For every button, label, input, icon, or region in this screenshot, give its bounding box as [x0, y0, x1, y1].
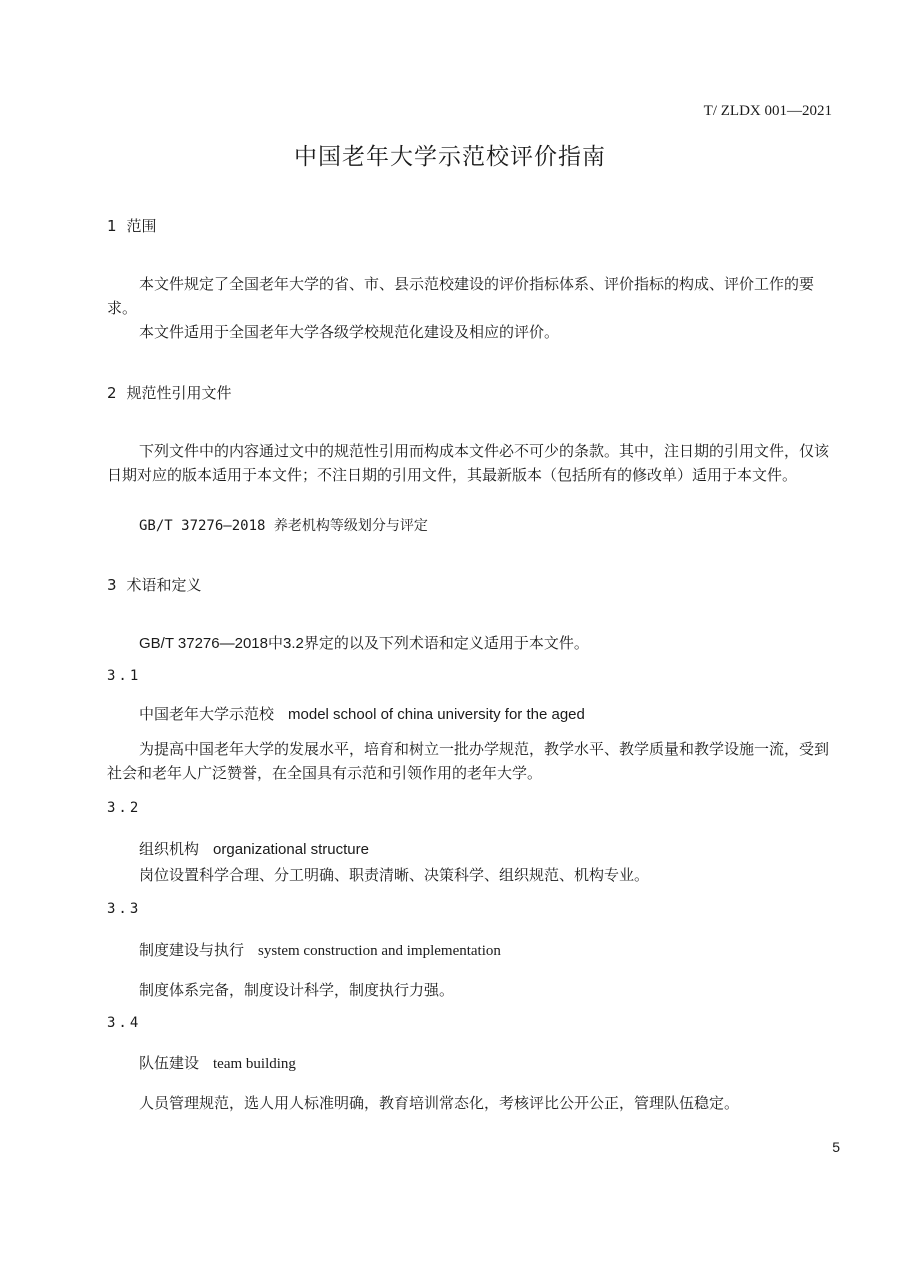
section-number: 1: [107, 217, 117, 235]
term-heading: [139, 939, 501, 960]
term-chinese: 组织机构: [139, 840, 200, 858]
term-chinese: 队伍建设: [139, 1054, 200, 1072]
section-title: 范围: [126, 217, 157, 235]
term-english: model school of china university for the aged: [288, 706, 585, 723]
section-1-heading: [107, 215, 157, 236]
section-number: 2: [107, 384, 117, 402]
section-1-paragraph-1: 本文件规定了全国老年大学的省、市、县示范校建设的评价指标体系、评价指标的构成、评价工作的要求。: [107, 275, 815, 317]
term-heading: [139, 1052, 296, 1073]
section-title: 规范性引用文件: [126, 384, 232, 402]
section-3-heading: [107, 574, 202, 595]
term-definition: 岗位设置科学合理、分工明确、职责清晰、决策科学、组织规范、机构专业。: [139, 866, 650, 884]
term-number: 3.1: [107, 668, 142, 684]
term-chinese: 制度建设与执行: [139, 941, 245, 959]
section-3-intro: GB/T 37276—2018中3.2界定的以及下列术语和定义适用于本文件。: [139, 635, 589, 652]
term-definition: 为提高中国老年大学的发展水平，培育和树立一批办学规范，教学水平、教学质量和教学设施一流，受到社会和老年人广泛赞誉，在全国具有示范和引领作用的老年大学。: [107, 740, 830, 782]
term-number: 3.2: [107, 800, 142, 816]
term-english: team building: [213, 1056, 296, 1072]
term-number: 3.4: [107, 1015, 142, 1031]
term-heading: [139, 703, 585, 724]
section-number: 3: [107, 576, 117, 594]
term-definition: 人员管理规范，选人用人标准明确，教育培训常态化，考核评比公开公正，管理队伍稳定。: [139, 1094, 740, 1112]
section-2-heading: [107, 382, 232, 403]
document-title: 中国老年大学示范校评价指南: [294, 144, 606, 170]
page-number: 5: [832, 1139, 840, 1155]
normative-reference: GB/T 37276—2018 养老机构等级划分与评定: [139, 518, 428, 534]
term-definition: 制度体系完备，制度设计科学，制度执行力强。: [139, 981, 455, 999]
term-heading: [139, 838, 369, 859]
standard-code: T/ ZLDX 001—2021: [703, 103, 832, 119]
section-title: 术语和定义: [126, 576, 202, 594]
term-english: system construction and implementation: [258, 943, 501, 959]
section-1-paragraph-2: 本文件适用于全国老年大学各级学校规范化建设及相应的评价。: [139, 323, 560, 341]
section-2-paragraph-1: 下列文件中的内容通过文中的规范性引用而构成本文件必不可少的条款。其中，注日期的引用文件，仅该日期对应的版本适用于本文件；不注日期的引用文件，其最新版本（包括所有的修改单）适用于本文件。: [107, 442, 830, 484]
term-english: organizational structure: [213, 841, 369, 858]
term-chinese: 中国老年大学示范校: [139, 705, 275, 723]
term-number: 3.3: [107, 901, 142, 917]
